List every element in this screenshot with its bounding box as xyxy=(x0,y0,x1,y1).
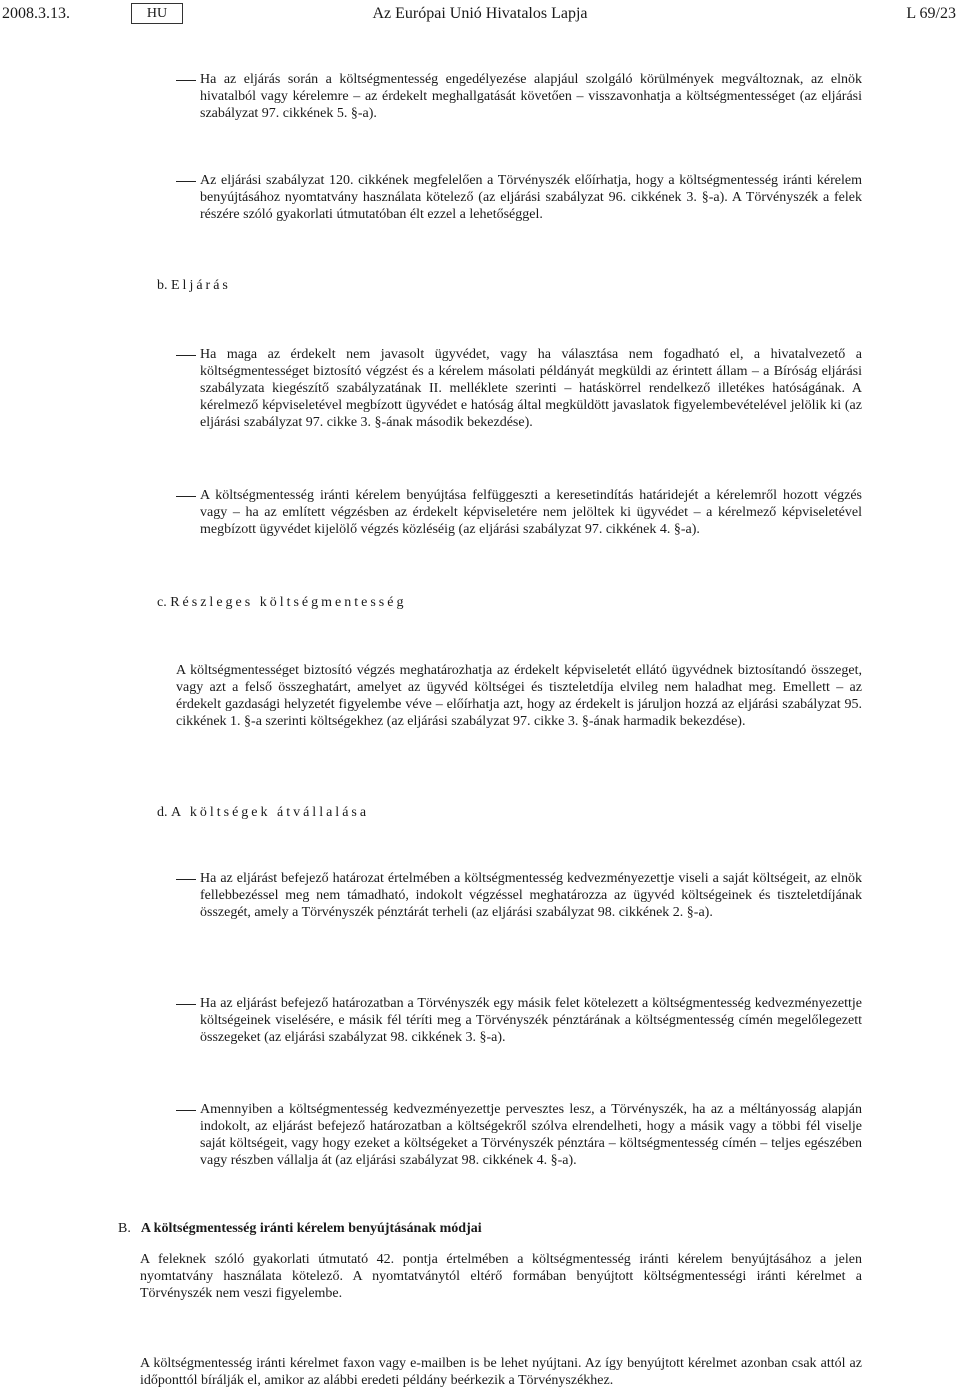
subheading-title: Eljárás xyxy=(171,278,231,293)
paragraph-losing-party: Amennyiben a költségmentesség kedvezményezettje pervesztes lesz, a Törvényszék, ha az a méltányosság alapján indokolt, az eljárást befejező határozatban a költségekről szólva elrendelheti, hogy a másik vagy a többi fél viselje saját költségeit, vagy hogy ezeket a költségeket a Törvényszék pénztára – költségmentesség címén – teljes egészében vagy részben vállalja át (az eljárási szabályzat 98. cikkének 4. §-a). xyxy=(200,1102,862,1168)
subheading-cost-assumption xyxy=(157,804,369,821)
page-number: L 69/23 xyxy=(906,5,956,22)
paragraph-form-mandatory: A feleknek szóló gyakorlati útmutató 42. pontja értelmében a költségmentesség iránti kérelem benyújtásához a jelen nyomtatvány használata kötelező. A nyomtatványtól eltérő formában benyújtott költségmentességi iránti kérelmet a Törvényszék nem veszi figyelembe. xyxy=(140,1252,862,1301)
section-letter: B. xyxy=(118,1221,131,1236)
dash-bullet xyxy=(176,879,196,880)
dash-bullet xyxy=(176,181,196,182)
publication-date: 2008.3.13. xyxy=(2,5,70,22)
subheading-letter: b. xyxy=(157,278,168,293)
subheading-procedure xyxy=(157,277,231,294)
subheading-title: A költségek átvállalása xyxy=(171,805,370,820)
dash-bullet xyxy=(176,1004,196,1005)
dash-bullet xyxy=(176,80,196,81)
journal-title: Az Európai Unió Hivatalos Lapja xyxy=(372,5,588,22)
paragraph-fax-email: A költségmentesség iránti kérelmet faxon vagy e-mailben is be lehet nyújtani. Az így benyújtott kérelmet azonban csak attól az időponttól bírálják el, amikor az alábbi eredeti példány beérkezik a Törvényszékhez. xyxy=(140,1356,862,1388)
subheading-partial-exemption xyxy=(157,594,406,611)
page-header xyxy=(0,3,960,25)
paragraph-lawyer-appointment: Ha maga az érdekelt nem javasolt ügyvédet, vagy ha választása nem fogadható el, a hivatalvezető a költségmentességet biztosító végzést és a kérelem másolati példányát megküldi az érintett állam – a Bíróság eljárási szabályzata kiegészítő szabályzatának II. melléklete szerinti – hatáskörrel rendelkező illetékes hatóságának. A kérelmező képviseletével megbízott ügyvédet e hatóság által megküldött javaslatok figyelembevételével jelölik ki (az eljárási szabályzat 97. cikke 3. §-ának második bekezdése). xyxy=(200,347,862,430)
subheading-letter: d. xyxy=(157,805,168,820)
dash-bullet xyxy=(176,355,196,356)
subheading-title: Részleges költségmentesség xyxy=(170,595,407,610)
paragraph-other-party-costs: Ha az eljárást befejező határozatban a Törvényszék egy másik felet kötelezett a költségmentesség kedvezményezettje költségeinek viselésére, e másik fél téríti meg a Törvényszék pénztárának a költségmentesség címén megelőlegezett összegeket (az eljárási szabályzat 98. cikkének 3. §-a). xyxy=(200,996,862,1045)
language-badge: HU xyxy=(131,3,183,24)
section-title: A költségmentesség iránti kérelem benyújtásának módjai xyxy=(140,1221,482,1236)
paragraph-partial-amount: A költségmentességet biztosító végzés meghatározhatja az érdekelt képviseletét ellátó ügyvédnek biztosítandó összeget, vagy azt a felső összeghatárt, amelyet az ügyvéd költségei és tiszteletdíja elvileg nem haladhat meg. Emellett – az érdekelt gazdasági helyzetét figyelembe véve – előírhatja azt, hogy az érdekelt is járuljon hozzá az eljárási szabályzat 95. cikkének 1. §-a szerinti költségekhez (az eljárási szabályzat 97. cikke 3. §-ának harmadik bekezdése). xyxy=(176,663,862,729)
paragraph-deadline-suspension: A költségmentesség iránti kérelem benyújtása felfüggeszti a keresetindítás határidejét a kérelemről hozott végzés vagy – ha az említett végzésben az érdekelt képviseletére nem jelöltek ki ügyvédet – a kérelmező képviseletével megbízott ügyvédet kijelölő végzés közléséig (az eljárási szabályzat 97. cikkének 4. §-a). xyxy=(200,488,862,537)
subheading-letter: c. xyxy=(157,595,167,610)
dash-bullet xyxy=(176,496,196,497)
paragraph-cost-revocation: Ha az eljárás során a költségmentesség engedélyezése alapjául szolgáló körülmények megváltoznak, az elnök hivatalból vagy kérelemre – az érdekelt meghallgatását követően – visszavonhatja a költségmentességet (az eljárási szabályzat 97. cikkének 5. §-a). xyxy=(200,72,862,121)
paragraph-form-requirement: Az eljárási szabályzat 120. cikkének megfelelően a Törvényszék előírhatja, hogy a költségmentesség iránti kérelem benyújtásához nyomtatvány használata kötelező (az eljárási szabályzat 96. cikkének 3. §-a). A Törvényszék a felek részére szóló gyakorlati útmutatóban élt ezzel a lehetőséggel. xyxy=(200,173,862,222)
dash-bullet xyxy=(176,1110,196,1111)
section-heading-submission xyxy=(118,1220,482,1237)
paragraph-own-costs: Ha az eljárást befejező határozat értelmében a költségmentesség kedvezményezettje viseli a saját költségeit, az elnök fellebbezéssel meg nem támadható, indokolt végzéssel meghatározza az ügyvéd költségeinek és tiszteletdíjának összegét, amely a Törvényszék pénztárát terheli (az eljárási szabályzat 98. cikkének 2. §-a). xyxy=(200,871,862,920)
